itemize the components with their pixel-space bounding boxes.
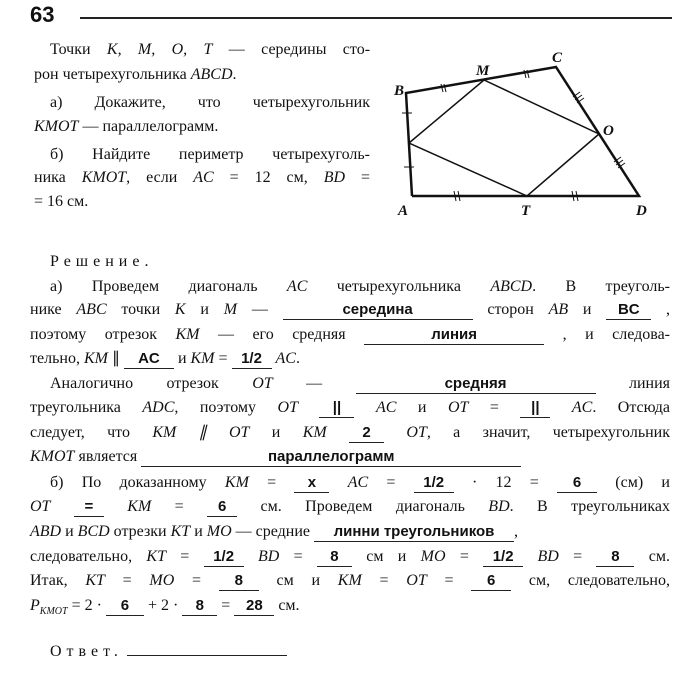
answer-blank[interactable]: 6 xyxy=(106,599,144,616)
answer-blank[interactable]: x xyxy=(294,476,329,493)
problem-part-a: а) Докажите, что четырехугольник xyxy=(50,94,370,111)
answer-blank[interactable]: 1/2 xyxy=(483,550,523,567)
answer-blank[interactable]: || xyxy=(319,401,354,418)
answer-blank[interactable]: 8 xyxy=(219,574,259,591)
solution-line: KMOT является параллелограмм xyxy=(30,447,670,467)
solution-line: $P_{KMOT} = 2 \cdot 6 + 2 \cdot 8 = 28$ см. xyxy=(30,597,300,618)
answer-blank[interactable]: 1/2 xyxy=(414,476,454,493)
answer-field[interactable] xyxy=(127,639,287,656)
answer-blank[interactable]: средняя xyxy=(356,377,596,394)
solution-line: Аналогично отрезок OT — средняя линия xyxy=(50,375,671,392)
solution-line: следовательно, KT = 1/2 BD = 8 см и MO = 1/2 BD = 8 см. xyxy=(30,548,670,565)
vertex-label-c: C xyxy=(552,50,563,66)
tick-marks xyxy=(402,70,625,201)
problem-line: Точки K, M, O, T — середины сто- xyxy=(50,41,371,58)
solution-line: следует, что KM ∥ OT и KM 2 OT, а значит, четырехугольник xyxy=(30,424,671,441)
solution-line: OT = KM = 6 см. Проведем диагональ BD. В треугольниках xyxy=(30,498,670,515)
answer-blank[interactable]: 1/2 xyxy=(204,550,244,567)
answer-label: Ответ. xyxy=(50,643,123,660)
answer-blank[interactable]: 8 xyxy=(596,550,634,567)
answer-blank[interactable]: BC xyxy=(606,303,651,320)
solution-line: поэтому отрезок KM — его средняя линия , и следова- xyxy=(30,326,670,343)
solution-line: б) По доказанному KM = x AC = 1/2 · 12 = 6 (см) и xyxy=(50,474,670,491)
answer-line xyxy=(50,639,690,662)
vertex-label-d: D xyxy=(636,203,647,219)
solution-line: тельно, KM ∥ AC и KM = 1/2 AC. xyxy=(30,350,300,367)
answer-blank[interactable]: || xyxy=(520,401,550,418)
problem-line: = 16 см. xyxy=(34,193,89,210)
vertex-label-m: M xyxy=(476,63,490,79)
problem-number: 63 xyxy=(30,2,55,27)
solution-line: треугольника ADC, поэтому OT || AC и OT = || AC. Отсюда xyxy=(30,399,671,416)
answer-blank[interactable]: = xyxy=(74,500,104,517)
answer-blank[interactable]: AC xyxy=(124,352,174,369)
vertex-label-t: T xyxy=(521,203,531,219)
answer-blank[interactable]: параллелограмм xyxy=(141,450,521,467)
answer-blank[interactable]: 6 xyxy=(557,476,597,493)
solution-title: Решение. xyxy=(50,253,154,270)
vertex-label-a: A xyxy=(398,203,409,219)
problem-line: KMOT — параллелограмм. xyxy=(34,118,219,135)
problem-line: ника KMOT, если AC = 12 см, BD = xyxy=(34,169,370,186)
vertex-label-o: O xyxy=(603,123,614,139)
solution-line: а) Проведем диагональ AC четырехугольника ABCD. В треуголь- xyxy=(50,278,670,295)
problem-line: рон четырехугольника ABCD. xyxy=(34,66,237,83)
solution-line: ABD и BCD отрезки KT и MO — средние линни треугольников , xyxy=(30,523,518,540)
quadrilateral-figure xyxy=(0,0,700,240)
answer-blank[interactable]: 2 xyxy=(349,426,384,443)
answer-blank[interactable]: 8 xyxy=(317,550,352,567)
solution-line: нике ABC точки K и M — середина сторон AB и BC , xyxy=(30,301,671,318)
answer-blank[interactable]: 8 xyxy=(182,599,217,616)
answer-blank[interactable]: 6 xyxy=(207,500,237,517)
problem-part-b: б) Найдите периметр четырехуголь- xyxy=(50,146,370,163)
answer-blank[interactable]: 28 xyxy=(234,599,274,616)
solution-line: Итак, KT = MO = 8 см и KM = OT = 6 см, следовательно, xyxy=(30,572,670,589)
answer-blank[interactable]: линия xyxy=(364,328,544,345)
answer-blank[interactable]: 1/2 xyxy=(232,352,272,369)
answer-blank[interactable]: линни треугольников xyxy=(314,525,514,542)
answer-blank[interactable]: 6 xyxy=(471,574,511,591)
answer-blank[interactable]: середина xyxy=(283,303,473,320)
parallelogram-kmot xyxy=(409,80,599,196)
vertex-label-b: B xyxy=(394,83,405,99)
